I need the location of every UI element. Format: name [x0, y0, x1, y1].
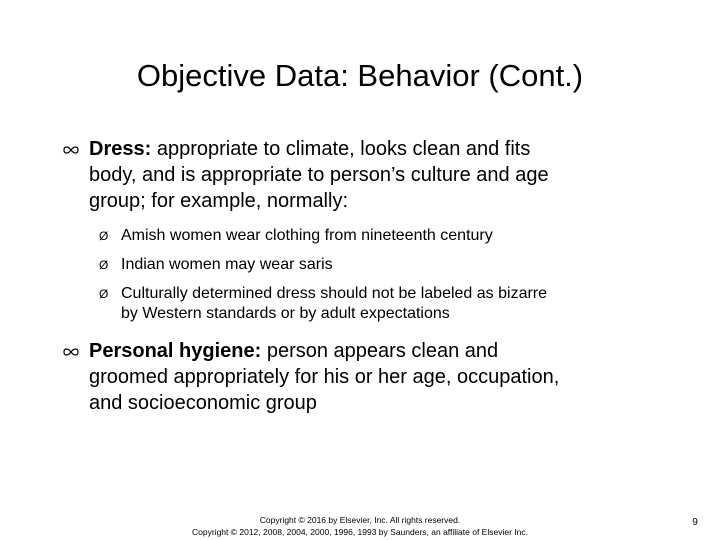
arrow-bullet-icon: Ø	[99, 287, 109, 301]
sub-bullet-text: Indian women may wear saris	[121, 256, 333, 273]
infinity-bullet-icon	[62, 145, 80, 155]
bullet-dress-line-2: body, and is appropriate to person’s culture and age	[89, 164, 549, 186]
bullet-dress-text	[89, 136, 662, 214]
sub-bullet-text-line-2: by Western standards or by adult expectations	[121, 305, 450, 322]
bullet-hygiene-text	[89, 338, 662, 416]
list-item	[99, 255, 679, 275]
bullet-dress-term: Dress:	[89, 138, 152, 160]
arrow-bullet-icon: Ø	[99, 229, 109, 243]
bullet-personal-hygiene	[62, 338, 662, 416]
list-item	[99, 284, 679, 324]
bullet-dress-line-1: appropriate to climate, looks clean and fits	[151, 138, 531, 160]
bullet-dress	[62, 136, 662, 214]
page-number: 9	[692, 517, 698, 528]
bullet-hygiene-line-3: and socioeconomic group	[89, 392, 317, 414]
footer-copyright	[150, 514, 570, 538]
bullet-hygiene-line-1: person appears clean and	[261, 340, 499, 362]
list-item	[99, 226, 679, 246]
sub-bullet-text-line-1: Culturally determined dress should not be labeled as bizarre	[121, 285, 548, 302]
arrow-bullet-icon: Ø	[99, 258, 109, 272]
sub-bullet-text: Amish women wear clothing from nineteenth century	[121, 227, 493, 244]
copyright-line-2: Copyright © 2012, 2008, 2004, 2000, 1996, 1993 by Saunders, an affiliate of Elsevier Inc.	[192, 527, 528, 537]
infinity-bullet-icon	[62, 347, 80, 357]
dress-examples-list	[99, 226, 679, 324]
copyright-line-1: Copyright © 2016 by Elsevier, Inc. All rights reserved.	[259, 515, 461, 525]
bullet-dress-line-3: group; for example, normally:	[89, 190, 349, 212]
bullet-hygiene-term: Personal hygiene:	[89, 340, 262, 362]
bullet-hygiene-line-2: groomed appropriately for his or her age, occupation,	[89, 366, 560, 388]
slide-title: Objective Data: Behavior (Cont.)	[136, 58, 584, 93]
